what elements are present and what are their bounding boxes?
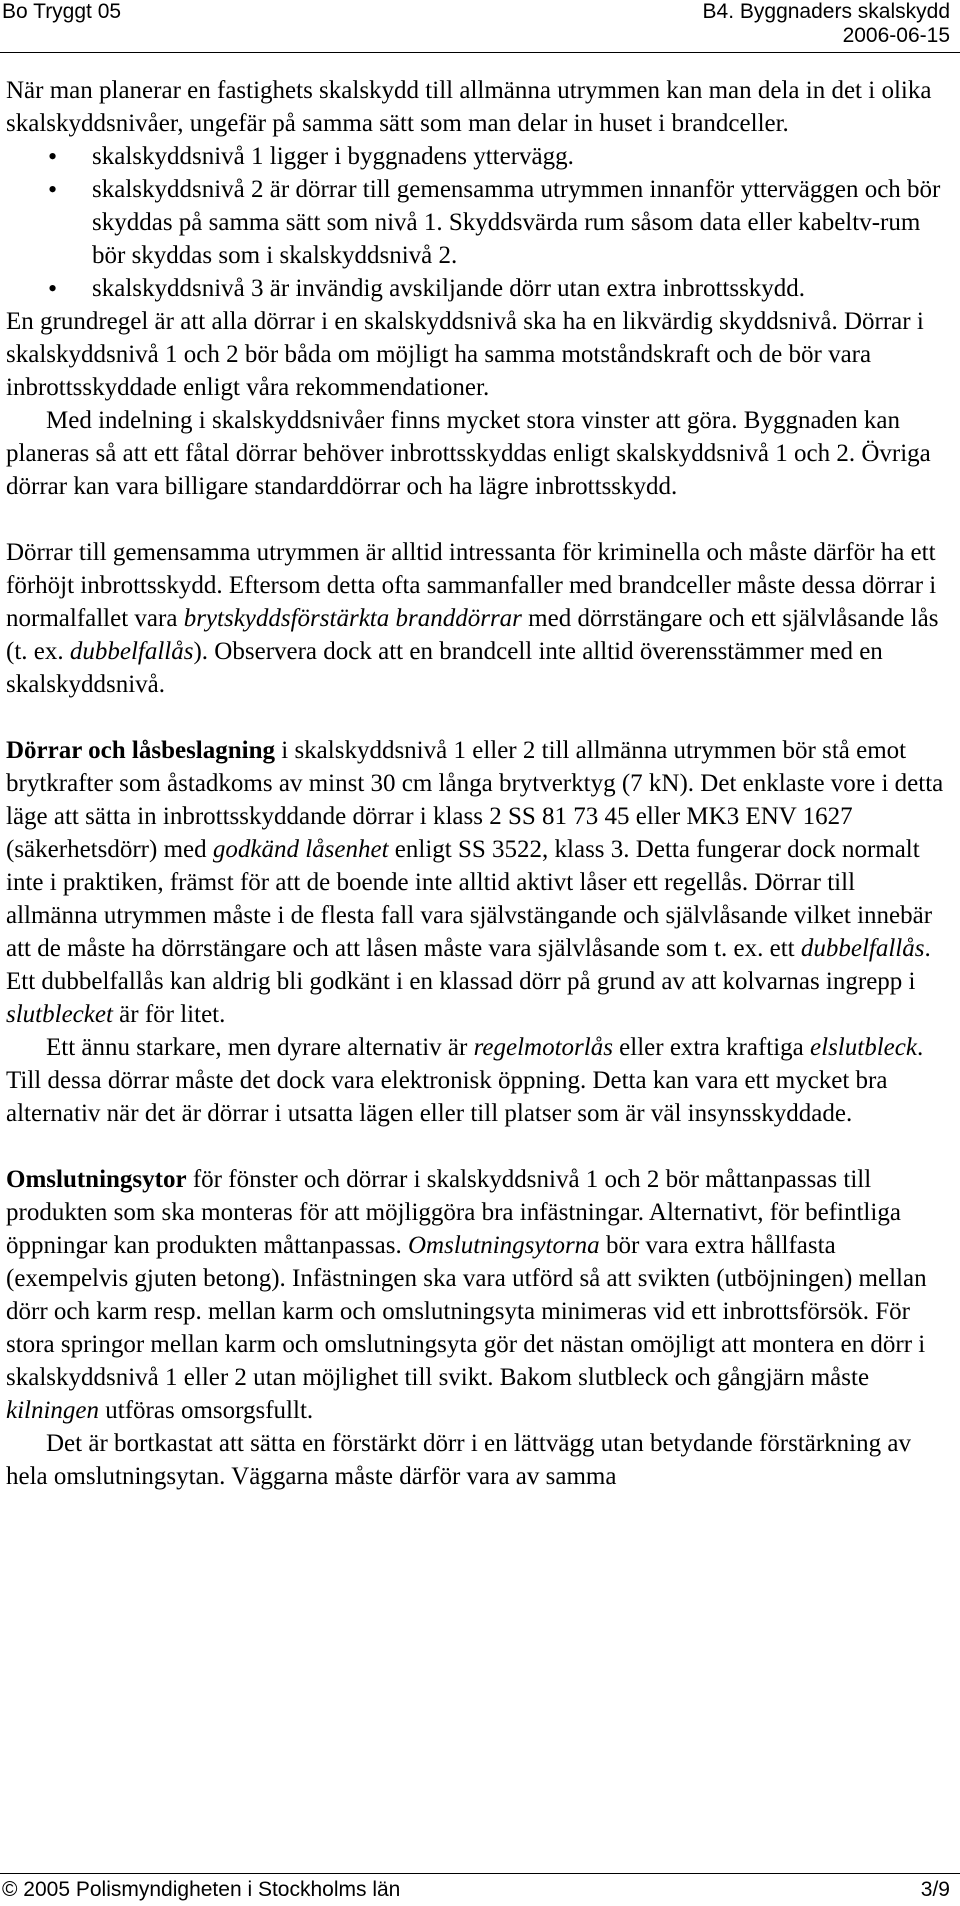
text-run: är för litet. bbox=[112, 1001, 226, 1028]
paragraph-gap bbox=[6, 1130, 950, 1163]
text-run: enligt SS 3522, klass 3. Detta fungerar dock normalt inte i praktiken, främst för att de boende inte alltid aktivt låser ett regellås. Dörrar till allmänna utrymmen måste i de flesta fall vara självstängande och självlåsande vilket innebär att de måste ha dörrstängare och att låsen måste vara självlåsande som t. ex. ett bbox=[6, 836, 933, 962]
bullet-list bbox=[6, 140, 950, 305]
paragraph-gap bbox=[6, 503, 950, 536]
text-run: utföras omsorgsfullt. bbox=[99, 1397, 314, 1424]
bullet-item-level-2: • skalskyddsnivå 2 är dörrar till gemensamma utrymmen innanför ytterväggen och bör skyddas på samma sätt som nivå 1. Skyddsvärda rum såsom data eller kabeltv-rum bör skyddas som i skalskyddsnivå 2. bbox=[6, 173, 950, 272]
emphasis-run: dubbelfallås bbox=[69, 638, 194, 665]
footer-divider bbox=[0, 1873, 960, 1874]
text-run: Dörrar till gemensamma utrymmen är alltid intressanta för kriminella och måste därför ha ett förhöjt inbrottsskydd. Eftersom detta ofta sammanfaller med brandceller måste dessa dörrar i normalfallet vara bbox=[6, 539, 937, 632]
emphasis-run: regelmotorlås bbox=[473, 1034, 613, 1061]
text-run: eller extra kraftiga bbox=[612, 1034, 811, 1061]
emphasis-run: slutblecket bbox=[6, 1001, 113, 1028]
text-run: i skalskyddsnivå 1 eller 2 till allmänna utrymmen bör stå emot brytkrafter som åstadkoms av minst 30 cm långa brytverktyg (7 kN). Det enklaste vore i detta läge att sätta in inbrottsskyddande dörrar i klass 2 SS 81 73 45 eller MK3 ENV 1627 (säkerhetsdörr) med bbox=[6, 737, 944, 863]
surrounds-paragraph bbox=[6, 1163, 950, 1427]
header-divider bbox=[0, 52, 960, 53]
intro-paragraph: När man planerar en fastighets skalskydd till allmänna utrymmen kan man dela in det i olika skalskyddsnivåer, ungefär på samma sätt som man delar in huset i brandceller. bbox=[6, 77, 932, 137]
bullet-item-level-1: • skalskyddsnivå 1 ligger i byggnadens yttervägg. bbox=[6, 140, 950, 173]
text-run: för fönster och dörrar i skalskyddsnivå 1 och 2 bör måttanpassas till produkten som ska monteras för att möjliggöra bra infästningar. Alternativt, för befintliga öppningar kan produkten måttanpassas. bbox=[6, 1166, 901, 1259]
header-date: 2006-06-15 bbox=[842, 24, 950, 47]
emphasis-run: dubbelfallås bbox=[800, 935, 925, 962]
bullet-item-level-3: • skalskyddsnivå 3 är invändig avskiljande dörr utan extra inbrottsskydd. bbox=[6, 272, 950, 305]
grundregel-paragraph: En grundregel är att alla dörrar i en skalskyddsnivå ska ha en likvärdig skyddsnivå. Dörrar i skalskyddsnivå 1 och 2 bör båda om möjligt ha samma motståndskraft och de bör vara inbrottsskyddade enligt våra rekommendationer. bbox=[6, 308, 924, 401]
header-document-title: Bo Tryggt 05 bbox=[2, 0, 122, 23]
page-footer bbox=[0, 1876, 960, 1906]
document-body bbox=[6, 74, 950, 1493]
text-run: med dörrstängare och ett självlåsande lås (t. ex. bbox=[6, 605, 939, 665]
text-run: ). Observera dock att en brandcell inte alltid överensstämmer med en skalskyddsnivå. bbox=[6, 638, 883, 698]
text-run: Ett ännu starkare, men dyrare alternativ är bbox=[46, 1034, 474, 1061]
footer-page-number: 3/9 bbox=[920, 1878, 950, 1901]
emphasis-run: elslutbleck bbox=[810, 1034, 917, 1061]
locks-heading: Dörrar och låsbeslagning bbox=[6, 737, 275, 764]
locks-alternative-paragraph bbox=[6, 1031, 950, 1130]
lightweight-wall-paragraph: Det är bortkastat att sätta en förstärkt dörr i en lättvägg utan betydande förstärkning av hela omslutningsytan. Väggarna måste därför vara av samma bbox=[6, 1430, 911, 1490]
emphasis-run: Omslutningsytorna bbox=[408, 1232, 600, 1259]
paragraph-gap bbox=[6, 701, 950, 734]
text-run: bör vara extra hållfasta (exempelvis gjuten betong). Infästningen ska vara utförd så att svikten (utböjningen) mellan dörr och karm resp. mellan karm och omslutningsyta minimeras vid ett inbrottsförsök. För stora springor mellan karm och omslutningsyta gör det nästan omöjligt att montera en dörr i skalskyddsnivå 1 eller 2 utan möjlighet till svikt. Bakom slutbleck och gångjärn måste bbox=[6, 1232, 927, 1391]
surrounds-heading: Omslutningsytor bbox=[6, 1166, 187, 1193]
text-run: . Till dessa dörrar måste det dock vara elektronisk öppning. Detta kan vara ett mycket bra alternativ när det är dörrar i utsatta lägen eller till platser som är väl insynsskyddade. bbox=[6, 1034, 924, 1127]
text-run: . Ett dubbelfallås kan aldrig bli godkänt i en klassad dörr på grund av att kolvarnas ingrepp i bbox=[6, 935, 931, 995]
footer-copyright: © 2005 Polismyndigheten i Stockholms län bbox=[2, 1878, 401, 1901]
header-section-title: B4. Byggnaders skalskydd bbox=[702, 0, 950, 23]
indelning-paragraph: Med indelning i skalskyddsnivåer finns mycket stora vinster att göra. Byggnaden kan planeras så att ett fåtal dörrar behöver inbrottsskyddas enligt skalskyddsnivå 1 och 2. Övriga dörrar kan vara billigare standarddörrar och ha lägre inbrottsskydd. bbox=[6, 407, 931, 500]
emphasis-run: godkänd låsenhet bbox=[212, 836, 389, 863]
common-doors-paragraph bbox=[6, 536, 950, 701]
locks-paragraph bbox=[6, 734, 950, 1031]
emphasis-run: brytskyddsförstärkta branddörrar bbox=[183, 605, 522, 632]
emphasis-run: kilningen bbox=[6, 1397, 100, 1424]
